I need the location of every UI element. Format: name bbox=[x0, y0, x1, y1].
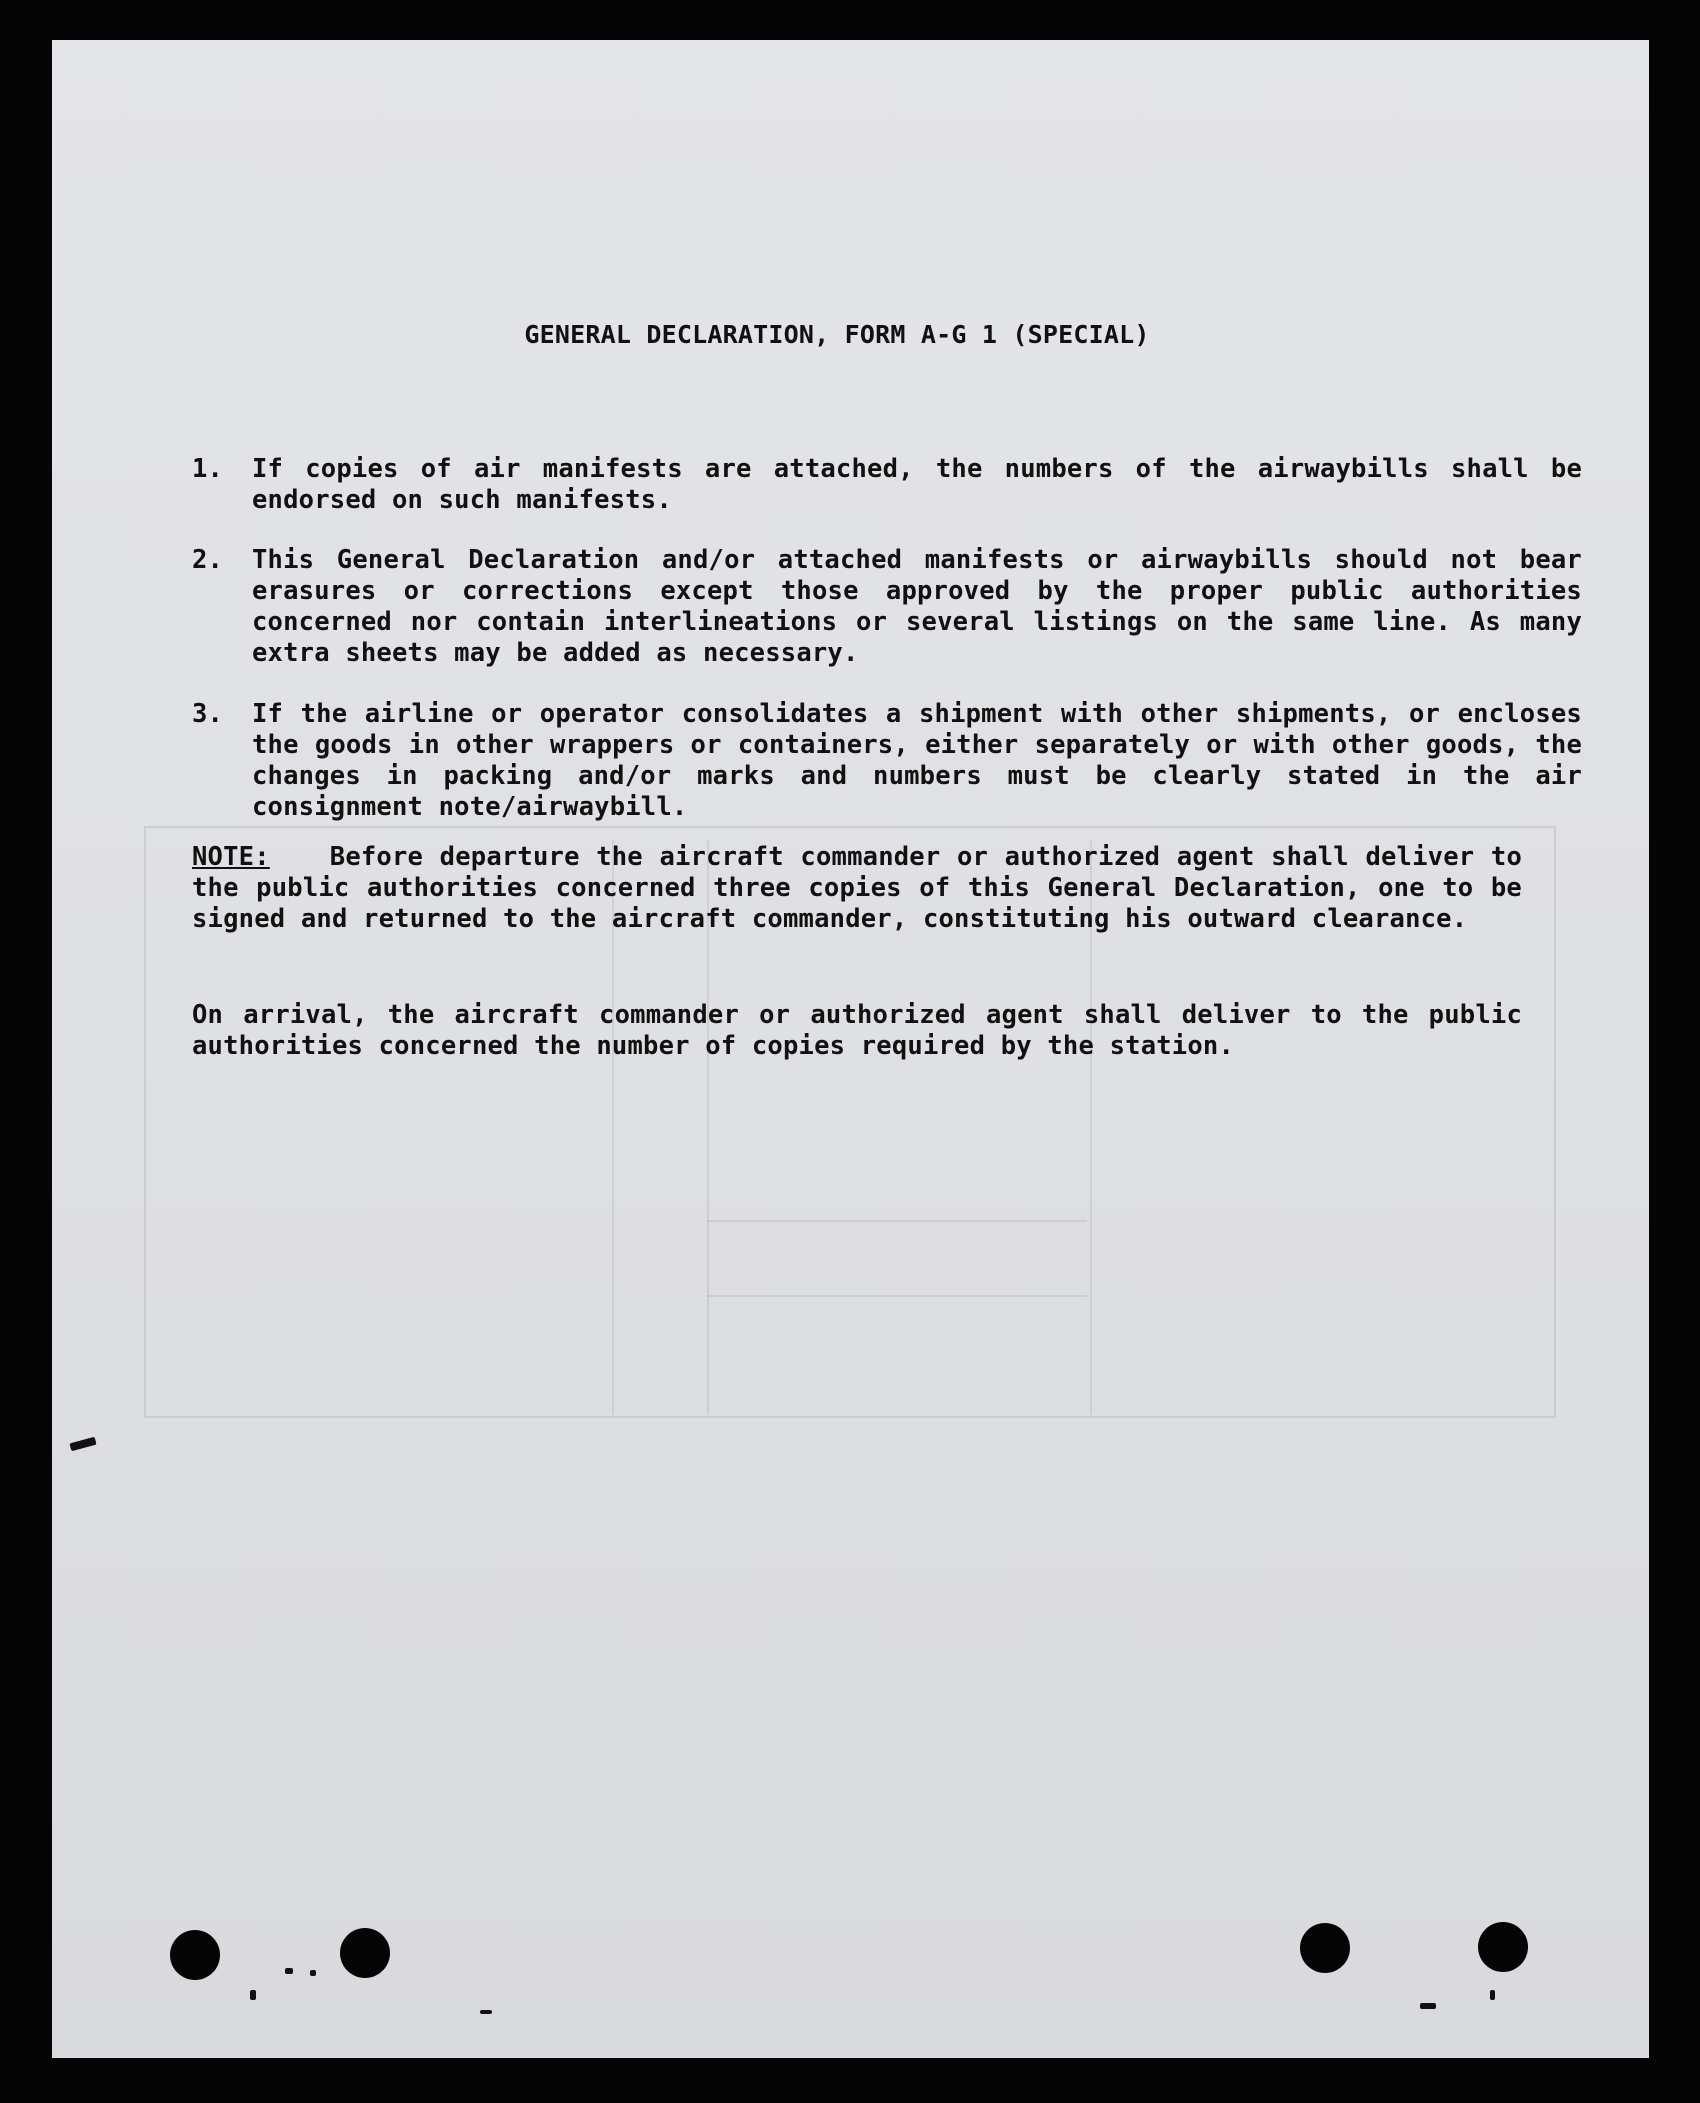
instruction-item-3 bbox=[192, 699, 1582, 823]
punch-hole bbox=[170, 1930, 220, 1980]
ink-speck bbox=[310, 1970, 316, 1976]
arrival-paragraph: On arrival, the aircraft commander or authorized agent shall deliver to the public authorities concerned the number of copies required by the station. bbox=[192, 1000, 1522, 1061]
instruction-item-2 bbox=[192, 545, 1582, 669]
document-page bbox=[52, 40, 1649, 2058]
punch-hole bbox=[1300, 1923, 1350, 1973]
bleed-through-line bbox=[707, 1220, 1087, 1222]
punch-hole bbox=[340, 1928, 390, 1978]
punch-hole bbox=[1478, 1922, 1528, 1972]
instruction-item-1 bbox=[192, 454, 1582, 516]
ink-speck bbox=[285, 1968, 293, 1974]
item-text: This General Declaration and/or attached manifests or airwaybills should not bear erasures or corrections except those approved by the proper public authorities concerned nor contain interlineations or several listings on the same line. As many extra sheets may be added as necessary. bbox=[252, 545, 1582, 668]
item-number: 2. bbox=[192, 545, 224, 575]
item-number: 1. bbox=[192, 454, 224, 484]
item-number: 3. bbox=[192, 699, 224, 729]
ink-speck bbox=[1490, 1990, 1495, 2000]
note-label: NOTE: bbox=[192, 842, 270, 872]
ink-speck bbox=[250, 1990, 256, 2000]
item-text: If copies of air manifests are attached, the numbers of the airwaybills shall be endorsed on such manifests. bbox=[252, 454, 1582, 515]
note-paragraph bbox=[192, 842, 1522, 935]
item-text: If the airline or operator consolidates a shipment with other shipments, or encloses the goods in other wrappers or containers, either separately or with other goods, the changes in packing and/or marks and numbers must be clearly stated in the air consignment note/airwaybill. bbox=[252, 699, 1582, 822]
bleed-through-line bbox=[707, 1295, 1087, 1297]
ink-speck bbox=[480, 2010, 492, 2014]
note-text: Before departure the aircraft commander or authorized agent shall deliver to the public authorities concerned three copies of this General Declaration, one to be signed and returned to the aircraft commander, constituting his outward clearance. bbox=[192, 842, 1522, 934]
ink-speck bbox=[1420, 2003, 1436, 2009]
document-title: GENERAL DECLARATION, FORM A-G 1 (SPECIAL) bbox=[524, 320, 1150, 349]
